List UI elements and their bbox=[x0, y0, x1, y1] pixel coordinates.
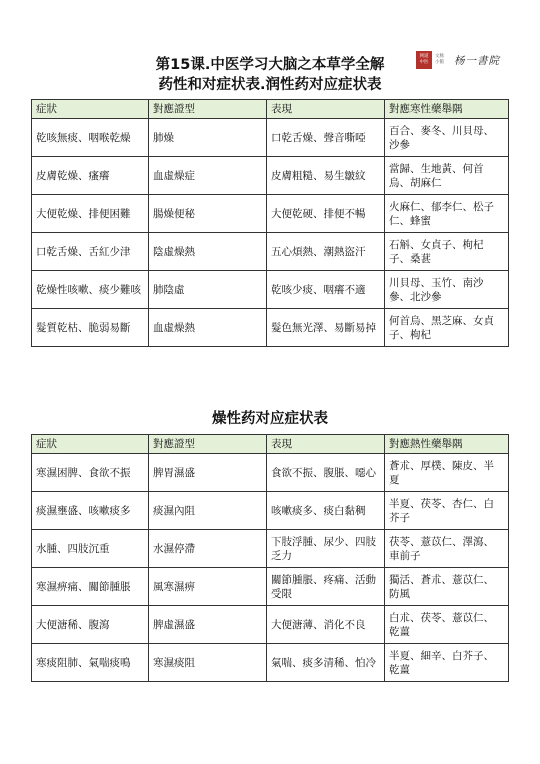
seal-stamp bbox=[416, 51, 432, 69]
header-symptom: 症狀 bbox=[32, 100, 149, 119]
cell-herbs: 半夏、茯苓、杏仁、白芥子 bbox=[385, 492, 509, 530]
cell-pattern: 脾胃濕盛 bbox=[149, 454, 267, 492]
cell-symptom: 痰濕壅盛、咳嗽痰多 bbox=[32, 492, 149, 530]
cell-symptom: 寒濕痹痛、關節腫脹 bbox=[32, 568, 149, 606]
cell-symptom: 大便乾燥、排便困難 bbox=[32, 195, 149, 233]
cell-herbs: 川貝母、玉竹、南沙參、北沙參 bbox=[385, 271, 509, 309]
cell-pattern: 腸燥便秘 bbox=[149, 195, 267, 233]
cell-pattern: 肺陰虛 bbox=[149, 271, 267, 309]
table-row bbox=[32, 157, 509, 195]
table-header-row bbox=[32, 100, 509, 119]
cell-symptom: 口乾舌燥、舌紅少津 bbox=[32, 233, 149, 271]
table-row bbox=[32, 606, 509, 644]
cell-pattern: 脾虛濕盛 bbox=[149, 606, 267, 644]
table-row bbox=[32, 492, 509, 530]
table-header-row bbox=[32, 435, 509, 454]
section-title-dry-herbs: 燥性药对应症状表 bbox=[212, 411, 328, 427]
cell-manifestation: 五心煩熱、潮熱盜汗 bbox=[267, 233, 385, 271]
cell-symptom: 皮膚乾燥、瘙癢 bbox=[32, 157, 149, 195]
cell-herbs: 石斛、女貞子、枸杞子、桑葚 bbox=[385, 233, 509, 271]
table-row bbox=[32, 233, 509, 271]
cell-pattern: 風寒濕痹 bbox=[149, 568, 267, 606]
cell-herbs: 何首烏、黑芝麻、女貞子、枸杞 bbox=[385, 309, 509, 347]
cell-herbs: 蒼朮、厚樸、陳皮、半夏 bbox=[385, 454, 509, 492]
logo-subtext-1: 文脉 bbox=[435, 54, 444, 59]
cell-manifestation: 大便溏薄、消化不良 bbox=[267, 606, 385, 644]
cell-manifestation: 皮膚粗糙、易生皺紋 bbox=[267, 157, 385, 195]
header-pattern: 對應證型 bbox=[149, 435, 267, 454]
cell-herbs: 當歸、生地黃、何首烏、胡麻仁 bbox=[385, 157, 509, 195]
table-row bbox=[32, 530, 509, 568]
logo-subtext-2: 小館 bbox=[435, 60, 444, 65]
header-herbs: 對應熱性藥舉隅 bbox=[385, 435, 509, 454]
cell-manifestation: 口乾舌燥、聲音嘶啞 bbox=[267, 119, 385, 157]
cell-herbs: 獨活、蒼朮、薏苡仁、防風 bbox=[385, 568, 509, 606]
cell-symptom: 寒痰阻肺、氣喘痰鳴 bbox=[32, 644, 149, 682]
cell-manifestation: 食欲不振、腹脹、噁心 bbox=[267, 454, 385, 492]
cell-herbs: 茯苓、薏苡仁、澤瀉、車前子 bbox=[385, 530, 509, 568]
header-symptom: 症狀 bbox=[32, 435, 149, 454]
cell-symptom: 大便溏稀、腹瀉 bbox=[32, 606, 149, 644]
table-row bbox=[32, 271, 509, 309]
table-row bbox=[32, 454, 509, 492]
page-title-line-2: 药性和对症状表.润性药对应症状表 bbox=[158, 77, 382, 93]
cell-symptom: 髮質乾枯、脆弱易斷 bbox=[32, 309, 149, 347]
cell-pattern: 陰虛燥熱 bbox=[149, 233, 267, 271]
table-row bbox=[32, 119, 509, 157]
header-pattern: 對應證型 bbox=[149, 100, 267, 119]
seal-text-1: 网道 bbox=[419, 54, 429, 59]
brand-logo bbox=[416, 51, 500, 69]
cell-manifestation: 髮色無光澤、易斷易掉 bbox=[267, 309, 385, 347]
table-row bbox=[32, 195, 509, 233]
cell-manifestation: 氣喘、痰多清稀、怕冷 bbox=[267, 644, 385, 682]
brand-name: 杨一書院 bbox=[454, 54, 500, 67]
moist-herbs-table bbox=[31, 99, 509, 347]
cell-manifestation: 咳嗽痰多、痰白黏稠 bbox=[267, 492, 385, 530]
cell-symptom: 乾咳無痰、咽喉乾燥 bbox=[32, 119, 149, 157]
page-title-line-1: 第15课.中医学习大脑之本草学全解 bbox=[155, 57, 385, 73]
logo-subtext bbox=[435, 54, 449, 66]
cell-symptom: 寒濕困脾、食欲不振 bbox=[32, 454, 149, 492]
cell-herbs: 白朮、茯苓、薏苡仁、乾薑 bbox=[385, 606, 509, 644]
cell-herbs: 半夏、細辛、白芥子、乾薑 bbox=[385, 644, 509, 682]
cell-pattern: 痰濕內阻 bbox=[149, 492, 267, 530]
cell-pattern: 肺燥 bbox=[149, 119, 267, 157]
cell-pattern: 血虛燥熱 bbox=[149, 309, 267, 347]
cell-symptom: 水腫、四肢沉重 bbox=[32, 530, 149, 568]
cell-pattern: 血虛燥症 bbox=[149, 157, 267, 195]
header-manifestation: 表現 bbox=[267, 100, 385, 119]
cell-herbs: 百合、麥冬、川貝母、沙參 bbox=[385, 119, 509, 157]
cell-manifestation: 乾咳少痰、咽癢不適 bbox=[267, 271, 385, 309]
cell-manifestation: 關節腫脹、疼痛、活動受限 bbox=[267, 568, 385, 606]
table-row bbox=[32, 309, 509, 347]
header-herbs: 對應寒性藥舉隅 bbox=[385, 100, 509, 119]
seal-text-2: 中医 bbox=[419, 60, 429, 65]
cell-manifestation: 大便乾硬、排便不暢 bbox=[267, 195, 385, 233]
cell-pattern: 水濕停滯 bbox=[149, 530, 267, 568]
table-row bbox=[32, 644, 509, 682]
table-row bbox=[32, 568, 509, 606]
cell-symptom: 乾燥性咳嗽、痰少難咳 bbox=[32, 271, 149, 309]
cell-manifestation: 下肢浮腫、尿少、四肢乏力 bbox=[267, 530, 385, 568]
dry-herbs-table bbox=[31, 434, 509, 682]
header-manifestation: 表現 bbox=[267, 435, 385, 454]
cell-herbs: 火麻仁、郁李仁、松子仁、蜂蜜 bbox=[385, 195, 509, 233]
cell-pattern: 寒濕痰阻 bbox=[149, 644, 267, 682]
